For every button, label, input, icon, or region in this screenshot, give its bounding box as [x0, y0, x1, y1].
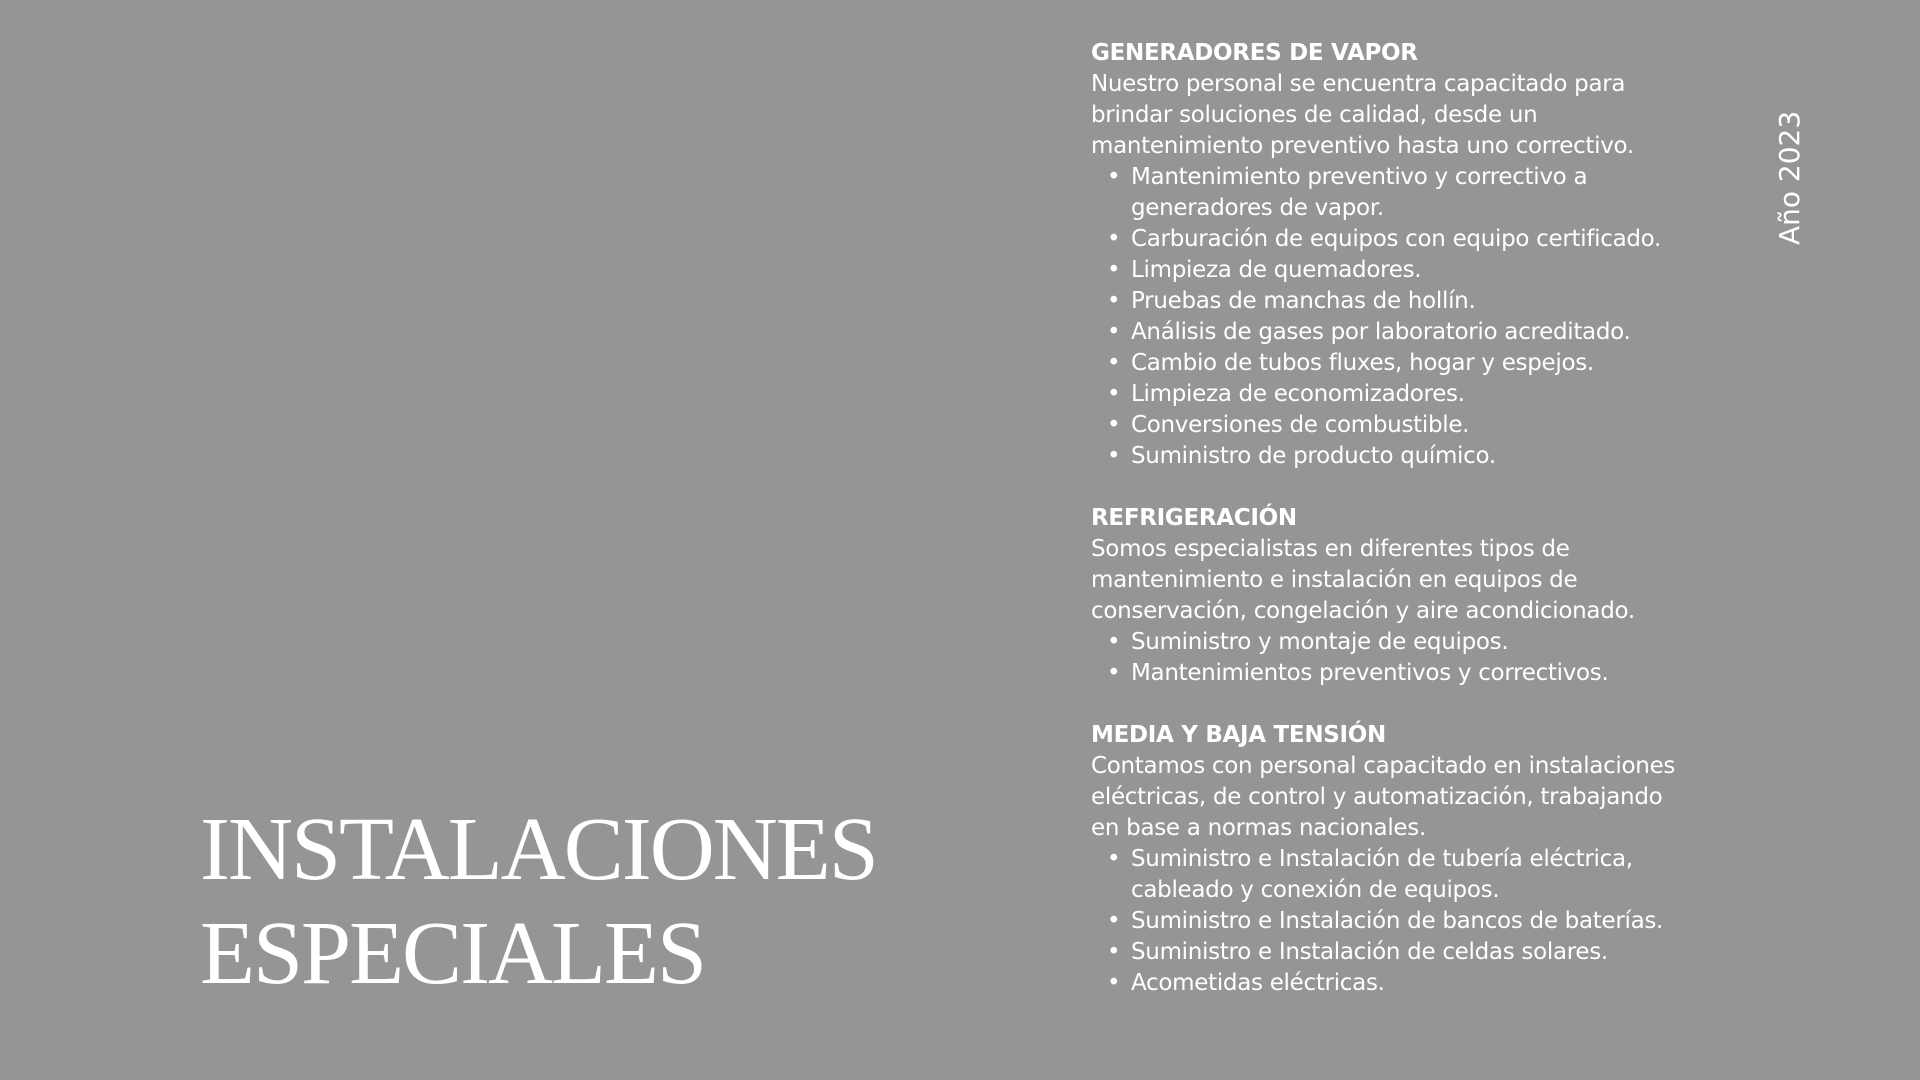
- list-item: • Suministro e Instalación de tubería eléctrica, cableado y conexión de equipos.: [1131, 844, 1731, 906]
- list-item: • Suministro de producto químico.: [1131, 441, 1731, 472]
- list-item: • Conversiones de combustible.: [1131, 410, 1731, 441]
- list-item: • Mantenimientos preventivos y correctivos.: [1131, 658, 1731, 689]
- list-item: • Carburación de equipos con equipo certificado.: [1131, 224, 1731, 255]
- page-title-line-1: INSTALACIONES: [200, 800, 877, 899]
- list-item: • Suministro e Instalación de bancos de baterías.: [1131, 906, 1731, 937]
- section-heading: GENERADORES DE VAPOR: [1091, 40, 1418, 66]
- list-item: • Acometidas eléctricas.: [1131, 968, 1731, 999]
- year-label: Año 2023: [1773, 110, 1806, 245]
- service-list: [1091, 844, 1731, 999]
- list-item: • Suministro y montaje de equipos.: [1131, 627, 1731, 658]
- section-description: Nuestro personal se encuentra capacitado para brindar soluciones de calidad, desde un mantenimiento preventivo hasta uno correctivo.: [1091, 71, 1634, 159]
- list-item: • Suministro e Instalación de celdas solares.: [1131, 937, 1731, 968]
- section-refrigeracion: [1091, 503, 1731, 689]
- list-item: • Mantenimiento preventivo y correctivo a generadores de vapor.: [1131, 162, 1731, 224]
- list-item: • Pruebas de manchas de hollín.: [1131, 286, 1731, 317]
- service-list: [1091, 162, 1731, 472]
- section-media-y-baja-tension: [1091, 720, 1731, 999]
- list-item: • Cambio de tubos fluxes, hogar y espejos.: [1131, 348, 1731, 379]
- list-item: • Limpieza de quemadores.: [1131, 255, 1731, 286]
- section-description: Contamos con personal capacitado en instalaciones eléctricas, de control y automatización, trabajando en base a normas nacionales.: [1091, 753, 1676, 841]
- section-description: Somos especialistas en diferentes tipos de mantenimiento e instalación en equipos de conservación, congelación y aire acondicionado.: [1091, 536, 1635, 624]
- section-generadores-de-vapor: [1091, 38, 1731, 472]
- list-item: • Limpieza de economizadores.: [1131, 379, 1731, 410]
- list-item: • Análisis de gases por laboratorio acreditado.: [1131, 317, 1731, 348]
- section-heading: REFRIGERACIÓN: [1091, 505, 1297, 531]
- page-title: [200, 798, 877, 1006]
- page-title-line-2: ESPECIALES: [200, 904, 706, 1003]
- services-content: [1091, 38, 1731, 999]
- service-list: [1091, 627, 1731, 689]
- section-heading: MEDIA Y BAJA TENSIÓN: [1091, 722, 1386, 748]
